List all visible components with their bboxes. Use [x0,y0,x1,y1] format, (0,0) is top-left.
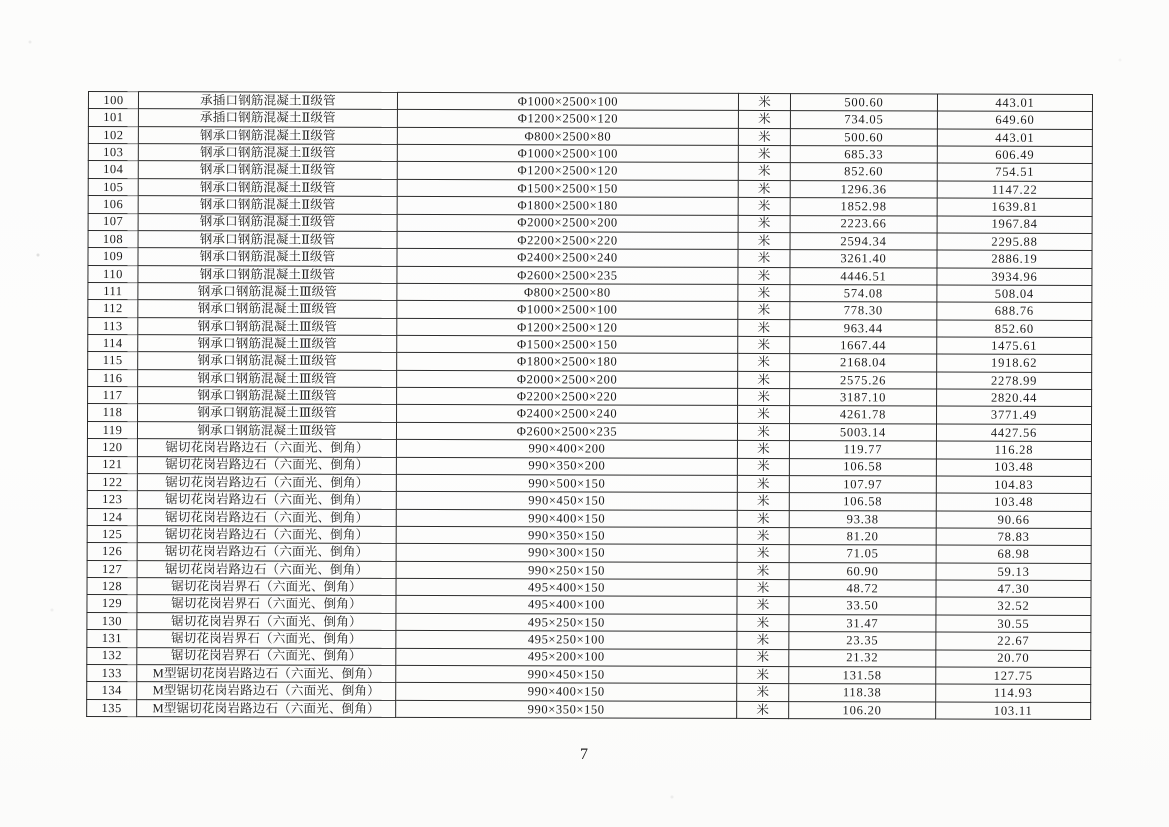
item-name-cell: 锯切花岗岩路边石（六面光、倒角） [137,456,396,474]
price-1-cell: 3187.10 [790,389,937,407]
unit-cell: 米 [738,250,790,268]
price-1-cell: 4446.51 [790,267,937,285]
item-name-cell: 锯切花岗岩界石（六面光、倒角） [137,612,396,630]
item-name-cell: 锯切花岗岩路边石（六面光、倒角） [137,474,396,492]
item-number-cell: 131 [87,630,137,648]
specification-cell: 495×250×100 [396,631,737,649]
specification-cell: 495×200×100 [396,648,737,666]
unit-cell: 米 [738,354,790,372]
unit-cell: 米 [737,493,789,511]
item-number-cell: 112 [88,300,138,318]
item-name-cell: 锯切花岗岩路边石（六面光、倒角） [137,491,396,509]
price-1-cell: 852.60 [790,163,937,181]
price-2-cell: 508.04 [937,285,1092,303]
price-1-cell: 2594.34 [790,232,937,250]
price-1-cell: 1296.36 [790,180,937,198]
item-number-cell: 135 [87,699,137,717]
item-number-cell: 118 [88,404,138,422]
unit-cell: 米 [737,579,789,597]
unit-cell: 米 [737,666,789,684]
specification-cell: Φ1800×2500×180 [397,353,738,371]
price-1-cell: 2168.04 [790,354,937,372]
specification-cell: Φ1200×2500×120 [397,318,738,336]
unit-cell: 米 [738,163,790,181]
unit-cell: 米 [737,632,789,650]
unit-cell: 米 [737,701,789,719]
unit-cell: 米 [738,215,790,233]
item-name-cell: M型锯切花岗岩路边石（六面光、倒角） [137,699,396,717]
specification-cell: Φ2000×2500×200 [397,214,738,232]
item-name-cell: 钢承口钢筋混凝土Ⅲ级管 [138,335,397,353]
price-2-cell: 22.67 [936,632,1091,650]
unit-cell: 米 [738,406,790,424]
table-row [87,699,1091,719]
unit-cell: 米 [737,597,789,615]
unit-cell: 米 [737,458,789,476]
price-table-body [87,92,1093,720]
specification-cell: 990×400×200 [396,440,737,458]
item-number-cell: 119 [87,421,137,439]
specification-cell: Φ1500×2500×150 [397,335,738,353]
specification-cell: Φ1800×2500×180 [397,197,738,215]
price-2-cell: 103.48 [936,493,1091,511]
unit-cell: 米 [738,93,790,111]
price-1-cell: 685.33 [790,146,937,164]
specification-cell: Φ2400×2500×240 [397,405,738,423]
price-2-cell: 68.98 [936,545,1091,563]
item-name-cell: 锯切花岗岩路边石（六面光、倒角） [137,543,396,561]
price-2-cell: 78.83 [936,528,1091,546]
unit-cell: 米 [738,389,790,407]
item-name-cell: 钢承口钢筋混凝土Ⅱ级管 [138,213,397,231]
specification-cell: 990×500×150 [396,474,737,492]
unit-cell: 米 [737,475,789,493]
price-2-cell: 1639.81 [937,198,1092,216]
unit-cell: 米 [738,180,790,198]
price-1-cell: 23.35 [789,632,936,650]
item-name-cell: 钢承口钢筋混凝土Ⅲ级管 [138,317,397,335]
price-2-cell: 104.83 [936,476,1091,494]
price-2-cell: 688.76 [937,302,1092,320]
item-name-cell: 承插口钢筋混凝土Ⅱ级管 [138,92,397,110]
item-name-cell: 承插口钢筋混凝土Ⅱ级管 [138,109,397,127]
item-name-cell: 钢承口钢筋混凝土Ⅲ级管 [137,421,396,439]
item-number-cell: 109 [88,248,138,266]
specification-cell: Φ800×2500×80 [397,283,738,301]
specification-cell: 990×300×150 [396,544,737,562]
item-number-cell: 133 [87,664,137,682]
price-1-cell: 4261.78 [790,406,937,424]
specification-cell: 990×450×150 [396,492,737,510]
item-number-cell: 127 [87,560,137,578]
item-number-cell: 123 [87,491,137,509]
item-number-cell: 130 [87,612,137,630]
specification-cell: 495×250×150 [396,613,737,631]
price-1-cell: 119.77 [789,441,936,459]
unit-cell: 米 [738,302,790,320]
price-2-cell: 1147.22 [937,181,1092,199]
unit-cell: 米 [737,545,789,563]
price-2-cell: 59.13 [936,563,1091,581]
item-number-cell: 121 [87,456,137,474]
item-number-cell: 116 [88,369,138,387]
price-2-cell: 4427.56 [936,424,1091,442]
item-number-cell: 106 [88,196,138,214]
price-2-cell: 852.60 [937,320,1092,338]
item-name-cell: 钢承口钢筋混凝土Ⅲ级管 [138,352,397,370]
item-number-cell: 132 [87,647,137,665]
price-2-cell: 2886.19 [937,250,1092,268]
price-2-cell: 3934.96 [937,268,1092,286]
item-number-cell: 128 [87,578,137,596]
price-2-cell: 649.60 [937,111,1092,129]
price-2-cell: 20.70 [936,650,1091,668]
price-1-cell: 31.47 [789,614,936,632]
price-1-cell: 106.58 [789,458,936,476]
price-1-cell: 118.38 [789,684,936,702]
item-name-cell: 钢承口钢筋混凝土Ⅲ级管 [138,404,397,422]
price-2-cell: 1918.62 [937,354,1092,372]
unit-cell: 米 [737,614,789,632]
item-number-cell: 100 [88,92,138,110]
price-2-cell: 114.93 [936,684,1091,702]
price-2-cell: 754.51 [937,163,1092,181]
specification-cell: Φ2200×2500×220 [397,231,738,249]
specification-cell: 990×450×150 [396,665,737,683]
item-number-cell: 120 [87,439,137,457]
price-2-cell: 443.01 [937,129,1092,147]
item-number-cell: 105 [88,178,138,196]
item-number-cell: 102 [88,126,138,144]
unit-cell: 米 [737,527,789,545]
specification-cell: 990×350×200 [396,457,737,475]
specification-cell: Φ2400×2500×240 [397,249,738,267]
price-2-cell: 2295.88 [937,233,1092,251]
price-1-cell: 778.30 [790,302,937,320]
item-number-cell: 117 [88,387,138,405]
unit-cell: 米 [737,441,789,459]
item-name-cell: 锯切花岗岩界石（六面光、倒角） [137,578,396,596]
price-1-cell: 1667.44 [790,337,937,355]
price-1-cell: 106.58 [789,493,936,511]
unit-cell: 米 [737,684,789,702]
item-number-cell: 104 [88,161,138,179]
price-1-cell: 2575.26 [790,371,937,389]
item-name-cell: 钢承口钢筋混凝土Ⅲ级管 [138,369,397,387]
price-1-cell: 2223.66 [790,215,937,233]
item-name-cell: 锯切花岗岩界石（六面光、倒角） [137,647,396,665]
specification-cell: 495×400×150 [396,578,737,596]
price-1-cell: 574.08 [790,285,937,303]
price-1-cell: 131.58 [789,666,936,684]
price-2-cell: 1967.84 [937,216,1092,234]
item-name-cell: 钢承口钢筋混凝土Ⅱ级管 [138,178,397,196]
unit-cell: 米 [737,649,789,667]
item-name-cell: 钢承口钢筋混凝土Ⅲ级管 [138,387,397,405]
item-number-cell: 134 [87,682,137,700]
price-1-cell: 107.97 [789,475,936,493]
price-1-cell: 500.60 [790,128,937,146]
specification-cell: 495×400×100 [396,596,737,614]
unit-cell: 米 [738,146,790,164]
unit-cell: 米 [738,284,790,302]
unit-cell: 米 [738,267,790,285]
price-2-cell: 3771.49 [937,406,1092,424]
specification-cell: 990×400×150 [396,683,737,701]
price-2-cell: 116.28 [936,441,1091,459]
item-number-cell: 107 [88,213,138,231]
item-name-cell: 钢承口钢筋混凝土Ⅱ级管 [138,265,397,283]
unit-cell: 米 [738,336,790,354]
item-name-cell: 锯切花岗岩路边石（六面光、倒角） [137,526,396,544]
item-number-cell: 101 [88,109,138,127]
page-number: 7 [580,746,589,763]
specification-cell: 990×350×150 [396,700,737,718]
specification-cell: 990×250×150 [396,561,737,579]
specification-cell: Φ1200×2500×120 [397,110,738,128]
unit-cell: 米 [737,423,789,441]
item-number-cell: 111 [88,282,138,300]
price-1-cell: 5003.14 [789,423,936,441]
specification-cell: Φ2000×2500×200 [397,370,738,388]
specification-cell: Φ2600×2500×235 [396,422,737,440]
price-2-cell: 30.55 [936,615,1091,633]
price-1-cell: 71.05 [789,545,936,563]
specification-cell: 990×400×150 [396,509,737,527]
price-1-cell: 3261.40 [790,250,937,268]
item-name-cell: 锯切花岗岩路边石（六面光、倒角） [137,439,396,457]
specification-cell: Φ2600×2500×235 [397,266,738,284]
item-number-cell: 126 [87,543,137,561]
specification-cell: Φ1000×2500×100 [397,92,738,110]
specification-cell: Φ800×2500×80 [397,127,738,145]
unit-cell: 米 [738,198,790,216]
price-2-cell: 2820.44 [937,389,1092,407]
item-name-cell: 钢承口钢筋混凝土Ⅱ级管 [138,231,397,249]
price-1-cell: 93.38 [789,510,936,528]
price-2-cell: 103.11 [936,702,1091,720]
price-1-cell: 81.20 [789,528,936,546]
price-1-cell: 500.60 [790,94,937,112]
unit-cell: 米 [738,319,790,337]
price-2-cell: 606.49 [937,146,1092,164]
item-name-cell: 钢承口钢筋混凝土Ⅲ级管 [138,283,397,301]
specification-cell: Φ2200×2500×220 [397,388,738,406]
item-name-cell: M型锯切花岗岩路边石（六面光、倒角） [137,682,396,700]
unit-cell: 米 [738,128,790,146]
item-name-cell: 钢承口钢筋混凝土Ⅱ级管 [138,126,397,144]
price-1-cell: 734.05 [790,111,937,129]
item-number-cell: 115 [88,352,138,370]
price-1-cell: 106.20 [789,701,936,719]
item-number-cell: 125 [87,525,137,543]
price-2-cell: 127.75 [936,667,1091,685]
price-1-cell: 21.32 [789,649,936,667]
unit-cell: 米 [738,111,790,129]
item-number-cell: 108 [88,230,138,248]
price-2-cell: 90.66 [936,511,1091,529]
item-number-cell: 124 [87,508,137,526]
price-table [86,91,1093,720]
price-2-cell: 103.48 [936,459,1091,477]
item-name-cell: 锯切花岗岩界石（六面光、倒角） [137,595,396,613]
price-2-cell: 1475.61 [937,337,1092,355]
item-name-cell: 锯切花岗岩路边石（六面光、倒角） [137,508,396,526]
price-2-cell: 2278.99 [937,372,1092,390]
item-name-cell: 钢承口钢筋混凝土Ⅱ级管 [138,248,397,266]
unit-cell: 米 [738,232,790,250]
price-1-cell: 33.50 [789,597,936,615]
item-number-cell: 114 [88,335,138,353]
item-number-cell: 122 [87,473,137,491]
unit-cell: 米 [738,371,790,389]
unit-cell: 米 [737,562,789,580]
price-2-cell: 32.52 [936,597,1091,615]
specification-cell: Φ1200×2500×120 [397,162,738,180]
item-name-cell: M型锯切花岗岩路边石（六面光、倒角） [137,665,396,683]
price-2-cell: 443.01 [937,94,1092,112]
price-2-cell: 47.30 [936,580,1091,598]
specification-cell: Φ1000×2500×100 [397,144,738,162]
item-number-cell: 110 [88,265,138,283]
price-1-cell: 1852.98 [790,198,937,216]
item-name-cell: 钢承口钢筋混凝土Ⅱ级管 [138,161,397,179]
specification-cell: Φ1000×2500×100 [397,301,738,319]
item-number-cell: 129 [87,595,137,613]
price-1-cell: 60.90 [789,562,936,580]
price-1-cell: 963.44 [790,319,937,337]
unit-cell: 米 [737,510,789,528]
item-name-cell: 钢承口钢筋混凝土Ⅱ级管 [138,196,397,214]
specification-cell: 990×350×150 [396,526,737,544]
item-name-cell: 锯切花岗岩界石（六面光、倒角） [137,630,396,648]
item-number-cell: 113 [88,317,138,335]
item-name-cell: 钢承口钢筋混凝土Ⅱ级管 [138,144,397,162]
price-1-cell: 48.72 [789,580,936,598]
item-name-cell: 钢承口钢筋混凝土Ⅲ级管 [138,300,397,318]
item-number-cell: 103 [88,144,138,162]
specification-cell: Φ1500×2500×150 [397,179,738,197]
item-name-cell: 锯切花岗岩路边石（六面光、倒角） [137,560,396,578]
